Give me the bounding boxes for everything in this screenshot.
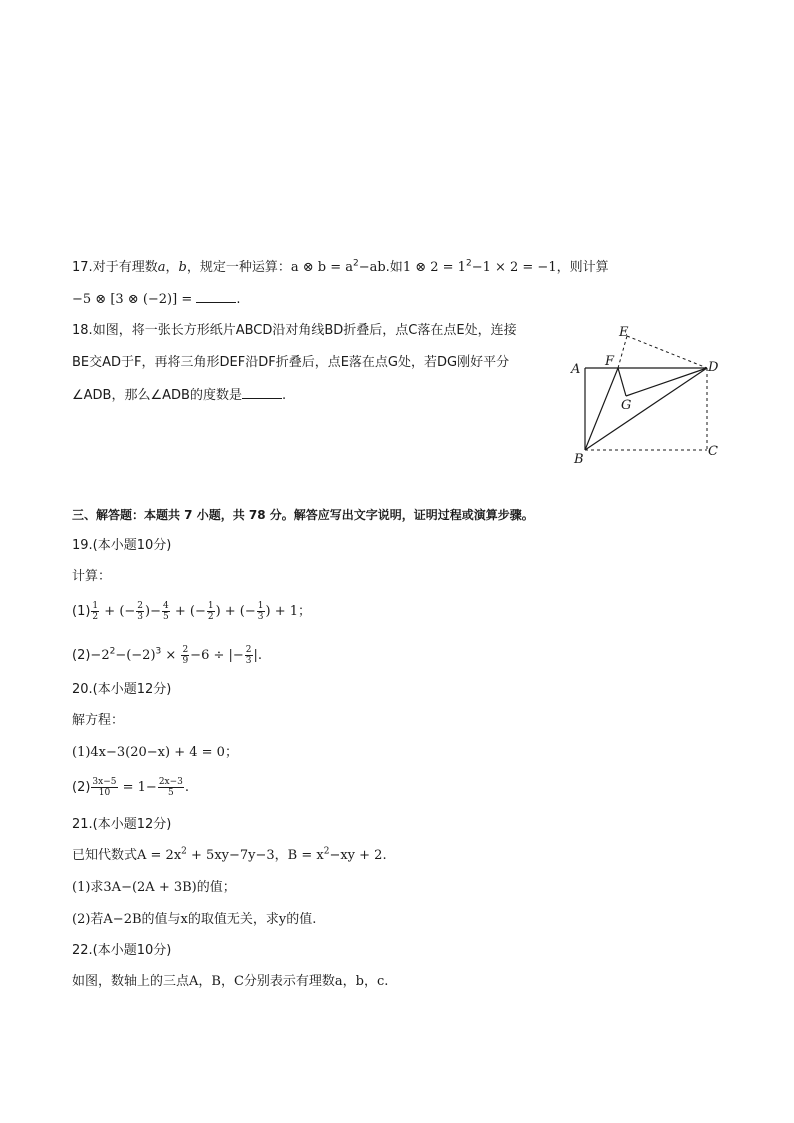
fraction: $\frac{2}{3}$ — [137, 601, 144, 622]
q20-instruction: 解方程： — [72, 713, 125, 728]
q17-line2 — [72, 290, 241, 309]
fraction: $\frac{4}{5}$ — [162, 601, 169, 622]
q18-text3: ∠ADB，那么∠ADB的度数是 — [72, 388, 242, 403]
fraction: $\frac{2}{9}$ — [182, 645, 189, 666]
q21-part1: (1)求3A−(2A + 3B)的值； — [72, 880, 236, 895]
part-label: (2) — [72, 648, 91, 663]
q17-line1 — [72, 259, 609, 277]
var-a: a — [157, 260, 166, 275]
fraction: $\frac{1}{2}$ — [92, 601, 99, 622]
q17-text3: .如 — [385, 260, 403, 275]
q20-part2: (2) $\frac{3x-5}{10}$ = 1− $\frac{2x-3}{5}$ . — [72, 777, 190, 798]
label-e: E — [619, 325, 629, 340]
fraction: $\frac{1}{3}$ — [257, 601, 264, 622]
q18-line1 — [72, 322, 517, 340]
fraction: $\frac{2x-3}{5}$ — [158, 777, 183, 798]
label-b: B — [574, 452, 584, 467]
q17-example2: −1 × 2 = −1 — [471, 260, 557, 275]
segment-ed — [627, 336, 707, 368]
q20-header: 20.(本小题12分) — [72, 682, 172, 697]
answer-blank[interactable] — [242, 386, 282, 399]
q17-expr2: −ab — [358, 260, 386, 275]
segment-gd — [626, 368, 707, 396]
label-d: D — [708, 360, 719, 375]
part-label: (2) — [72, 780, 91, 795]
var-b: b — [178, 260, 187, 275]
folding-figure — [565, 320, 735, 470]
segment-fg — [618, 368, 626, 396]
fraction: $\frac{2}{3}$ — [245, 645, 252, 666]
q21-header: 21.(本小题12分) — [72, 817, 172, 832]
q21-line1: 已知代数式$A = 2x^2 + 5xy-7y-3$，$B = x^2-xy + 2$. — [72, 846, 387, 863]
part-label: (1) — [72, 604, 91, 619]
q17-sq: 2 — [352, 258, 359, 269]
q22-header: 22.(本小题10分) — [72, 943, 172, 958]
q22-line1: 如图，数轴上的三点A，B，C分别表示有理数a，b，c. — [72, 974, 389, 989]
q17-sq2: 2 — [465, 258, 472, 269]
label-c: C — [708, 444, 718, 459]
q17-line2-expr: −5 ⊗ [3 ⊗ (−2)] = — [72, 292, 197, 307]
q18-number: 18. — [72, 323, 93, 338]
q21-part2: (2)若A−2B的值与x的取值无关，求y的值. — [72, 912, 317, 927]
q17-expr: a ⊗ b = a — [290, 260, 353, 275]
q18-text1: 如图，将一张长方形纸片ABCD沿对角线BD折叠后，点C落在点E处，连接 — [92, 323, 517, 338]
q17-number: 17. — [72, 260, 93, 275]
q18-line2 — [72, 354, 509, 372]
q19-part1: (1) $\frac{1}{2}$ + (− $\frac{2}{3}$ )− $\frac{4}{5}$ + (− $\frac{1}{2}$ ) + (− $\frac{1}{3}$ ) + 1； — [72, 601, 312, 622]
fraction: $\frac{1}{2}$ — [207, 601, 214, 622]
comma: ， — [165, 260, 179, 275]
q17-text1: 对于有理数 — [92, 260, 158, 275]
fraction: $\frac{3x-5}{10}$ — [92, 777, 117, 798]
q19-header: 19.(本小题10分) — [72, 538, 172, 553]
section-3-title: 三、解答题：本题共 7 小题，共 78 分。解答应写出文字说明，证明过程或演算步骤。 — [72, 508, 534, 522]
q18-line3 — [72, 386, 286, 405]
segment-bf — [585, 368, 618, 450]
diagonal-bd — [585, 368, 707, 450]
q17-text2: ，规定一种运算： — [186, 260, 291, 275]
label-g: G — [621, 398, 632, 413]
q17-example: 1 ⊗ 2 = 1 — [402, 260, 466, 275]
label-a: A — [571, 362, 581, 377]
q20-part1: (1)4x−3(20−x) + 4 = 0； — [72, 745, 238, 760]
q17-end: . — [236, 292, 241, 307]
q19-instruction: 计算： — [72, 569, 112, 584]
answer-blank[interactable] — [196, 290, 236, 303]
segment-fe — [618, 336, 627, 368]
label-f: F — [605, 354, 615, 369]
q18-text2: BE交AD于F，再将三角形DEF沿DF折叠后，点E落在点G处，若DG刚好平分 — [72, 355, 510, 370]
q17-text4: ，则计算 — [556, 260, 609, 275]
q18-end: . — [281, 388, 287, 403]
q19-part2: $(2)-2^2-(-2)^3$ × $\frac{2}{9}$ −6 ÷ |− $\frac{2}{3}$ |. — [72, 645, 263, 666]
